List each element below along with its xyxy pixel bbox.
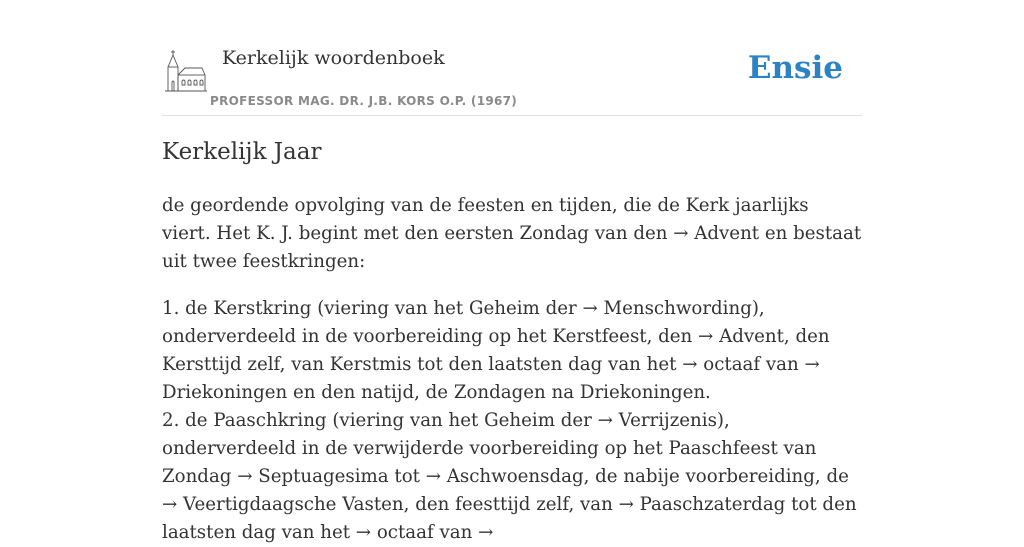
ensie-logo-link[interactable]: Ensie bbox=[747, 50, 843, 86]
entry-intro: de geordende opvolging van de feesten en tijden, die de Kerk jaarlijks viert. Het K. J. begint met den eersten Zondag van den → Advent en bestaat uit twee feestkringen: bbox=[162, 195, 862, 272]
dictionary-author: PROFESSOR MAG. DR. J.B. KORS O.P. (1967) bbox=[210, 94, 518, 108]
list-item: 1. de Kerstkring (viering van het Geheim der → Menschwording), onderverdeeld in de voorbereiding op het Kerstfeest, den → Advent, den Kersttijd zelf, van Kerstmis tot den laatsten dag van het → octaaf van → Driekoningen en den natijd, de Zondagen na Driekoningen. bbox=[162, 298, 830, 403]
site-header bbox=[162, 40, 862, 116]
entry-title: Kerkelijk Jaar bbox=[162, 139, 322, 165]
church-icon bbox=[165, 49, 207, 93]
dictionary-title[interactable]: Kerkelijk woordenboek bbox=[222, 47, 445, 69]
entry-body bbox=[162, 192, 862, 547]
list-item: 2. de Paaschkring (viering van het Geheim der → Verrijzenis), onderverdeeld in de verwijderde voorbereiding op het Paaschfeest van Zondag → Septuagesima tot → Aschwoensdag, de nabije voorbereiding, de → Veertigdaagsche Vasten, den feesttijd zelf, van → Paaschzaterdag tot den laatsten dag van het → octaaf van → bbox=[162, 410, 857, 543]
